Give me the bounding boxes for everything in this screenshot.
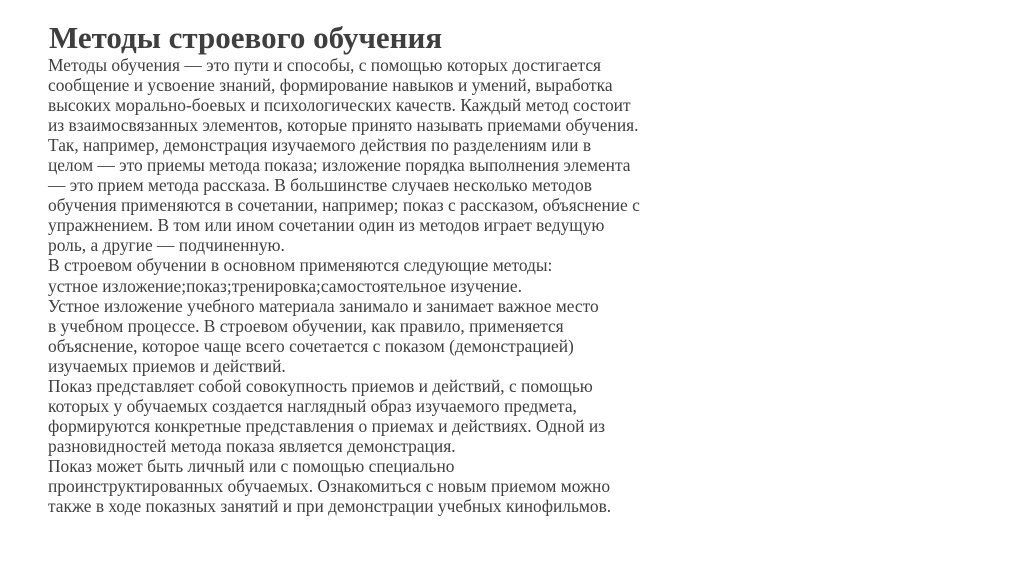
body-line: сообщение и усвоение знаний, формирование навыков и умений, выработка xyxy=(48,75,613,96)
body-line: — это прием метода рассказа. В большинстве случаев несколько методов xyxy=(48,175,592,196)
body-line: высоких морально-боевых и психологических качеств. Каждый метод состоит xyxy=(48,95,631,116)
body-line: целом — это приемы метода показа; изложение порядка выполнения элемента xyxy=(48,155,631,176)
body-line: формируются конкретные представления о приемах и действиях. Одной из xyxy=(48,415,606,436)
body-line: Показ может быть личный или с помощью специально xyxy=(48,455,455,476)
body-line: В строевом обучении в основном применяются следующие методы: xyxy=(48,255,553,276)
body-line: разновидностей метода показа является демонстрация. xyxy=(48,435,456,456)
body-line: роль, а другие — подчиненную. xyxy=(48,235,285,256)
body-line: проинструктированных обучаемых. Ознакомиться с новым приемом можно xyxy=(48,475,611,496)
body-line: устное изложение;показ;тренировка;самостоятельное изучение. xyxy=(48,275,522,296)
body-line: Показ представляет собой совокупность приемов и действий, с помощью xyxy=(48,375,593,396)
body-line: упражнением. В том или ином сочетании один из методов играет ведущую xyxy=(48,215,605,236)
slide-title: Методы строевого обучения xyxy=(49,20,443,55)
body-line: Методы обучения — это пути и способы, с помощью которых достигается xyxy=(48,55,602,75)
body-line: обучения применяются в сочетании, например; показ с рассказом, объяснение с xyxy=(48,195,640,216)
body-line: изучаемых приемов и действий. xyxy=(48,355,286,376)
body-line: объяснение, которое чаще всего сочетается с показом (демонстрацией) xyxy=(48,335,574,356)
body-line: также в ходе показных занятий и при демонстрации учебных кинофильмов. xyxy=(48,496,612,517)
body-line: которых у обучаемых создается наглядный образ изучаемого предмета, xyxy=(48,395,577,416)
slide-body-text xyxy=(48,55,748,516)
body-line: в учебном процессе. В строевом обучении, как правило, применяется xyxy=(48,315,564,336)
body-line: из взаимосвязанных элементов, которые принято называть приемами обучения. xyxy=(48,115,639,136)
body-line: Устное изложение учебного материала занимало и занимает важное место xyxy=(48,295,599,316)
body-line: Так, например, демонстрация изучаемого действия по разделениям или в xyxy=(48,135,592,156)
